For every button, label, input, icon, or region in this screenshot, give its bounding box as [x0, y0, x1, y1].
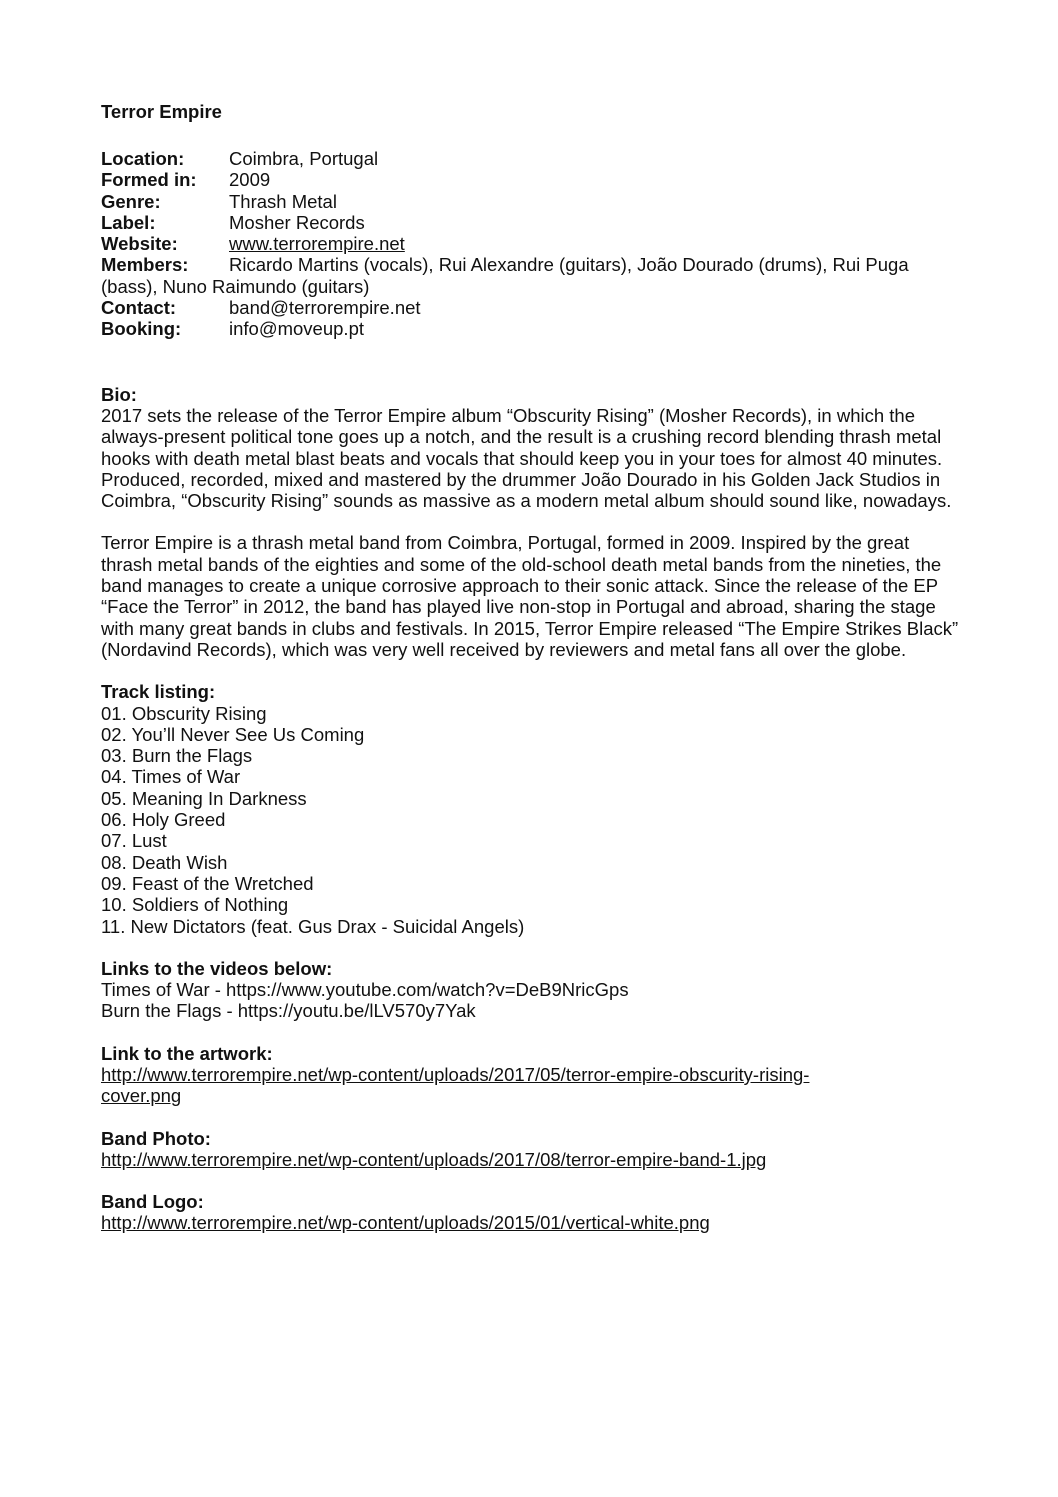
contact-value: band@terrorempire.net	[229, 297, 421, 319]
members-label: Members:	[101, 254, 189, 276]
artwork-link-line2[interactable]: cover.png	[101, 1085, 182, 1107]
contact-row	[101, 297, 961, 318]
list-item: 06. Holy Greed	[101, 809, 226, 831]
videos-heading: Links to the videos below:	[101, 957, 333, 979]
members-value-line2: (bass), Nuno Raimundo (guitars)	[101, 275, 370, 297]
band-logo-section	[101, 1191, 961, 1234]
label-row	[101, 212, 961, 233]
booking-label: Booking:	[101, 318, 182, 340]
bio-heading: Bio:	[101, 383, 137, 405]
list-item: 08. Death Wish	[101, 851, 228, 873]
members-row	[101, 254, 961, 297]
formed-label: Formed in:	[101, 169, 197, 191]
band-photo-link[interactable]: http://www.terrorempire.net/wp-content/uploads/2017/08/terror-empire-band-1.jpg	[101, 1148, 767, 1170]
list-item: 10. Soldiers of Nothing	[101, 894, 289, 916]
press-sheet	[101, 100, 961, 1234]
website-row	[101, 233, 961, 254]
list-item: 05. Meaning In Darkness	[101, 787, 307, 809]
website-link[interactable]: www.terrorempire.net	[229, 233, 405, 255]
location-value: Coimbra, Portugal	[229, 148, 379, 169]
bio-paragraph-2: Terror Empire is a thrash metal band from Coimbra, Portugal, formed in 2009. Inspired by the great thrash metal bands of the eighties and some of the old-school death metal bands from the nineties, the band manages to create a unique corrosive approach to their sonic attack. Since the release of the EP “Face the Terror” in 2012, the band has played live non-stop in Portugal and abroad, sharing the stage with many great bands in clubs and festivals. In 2015, Terror Empire released “The Empire Strikes Black” (Nordavind Records), which was very well received by reviewers and metal fans all over the globe.	[101, 532, 959, 660]
list-item: 09. Feast of the Wretched	[101, 872, 314, 894]
artwork-section	[101, 1043, 961, 1107]
artwork-heading: Link to the artwork:	[101, 1042, 273, 1064]
bio-paragraph-1: 2017 sets the release of the Terror Empire album “Obscurity Rising” (Mosher Records), in which the always-present political tone goes up a notch, and the result is a crushing record blending thrash metal hooks with death metal blast beats and vocals that should keep you in your toes for almost 40 minutes. Produced, recorded, mixed and mastered by the drummer João Dourado in his Golden Jack Studios in Coimbra, “Obscurity Rising” sounds as massive as a modern metal album should sound like, nowadays.	[101, 404, 952, 512]
members-value-line1: Ricardo Martins (vocals), Rui Alexandre (guitars), João Dourado (drums), Rui Puga	[229, 254, 909, 276]
list-item: 02. You’ll Never See Us Coming	[101, 723, 365, 745]
track-listing-section	[101, 681, 961, 937]
page-title: Terror Empire	[101, 101, 222, 122]
contact-label: Contact:	[101, 297, 177, 319]
location-label: Location:	[101, 148, 185, 169]
booking-row	[101, 318, 961, 339]
list-item: 03. Burn the Flags	[101, 745, 253, 767]
record-label-label: Label:	[101, 211, 156, 233]
genre-value: Thrash Metal	[229, 190, 337, 212]
website-label: Website:	[101, 233, 178, 255]
videos-section	[101, 958, 961, 1022]
video-link-times-of-war: Times of War - https://www.youtube.com/watch?v=DeB9NricGps	[101, 979, 629, 1001]
band-logo-heading: Band Logo:	[101, 1191, 204, 1213]
list-item: 04. Times of War	[101, 766, 241, 788]
formed-value: 2009	[229, 169, 271, 191]
track-list	[101, 703, 961, 937]
list-item: 11. New Dictators (feat. Gus Drax - Suicidal Angels)	[101, 915, 525, 937]
video-link-burn-the-flags: Burn the Flags - https://youtu.be/lLV570y7Yak	[101, 1000, 476, 1022]
band-logo-link[interactable]: http://www.terrorempire.net/wp-content/uploads/2015/01/vertical-white.png	[101, 1212, 710, 1234]
track-listing-heading: Track listing:	[101, 681, 216, 703]
formed-row	[101, 169, 961, 190]
list-item: 01. Obscurity Rising	[101, 702, 267, 724]
location-row	[101, 148, 961, 169]
genre-row	[101, 191, 961, 212]
record-label-value: Mosher Records	[229, 211, 365, 233]
artwork-link-line1[interactable]: http://www.terrorempire.net/wp-content/uploads/2017/05/terror-empire-obscurity-rising-	[101, 1063, 810, 1085]
band-photo-heading: Band Photo:	[101, 1127, 211, 1149]
booking-value: info@moveup.pt	[229, 318, 364, 340]
band-info	[101, 148, 961, 340]
list-item: 07. Lust	[101, 830, 167, 852]
genre-label: Genre:	[101, 190, 161, 212]
bio-section	[101, 384, 961, 661]
band-photo-section	[101, 1128, 961, 1171]
